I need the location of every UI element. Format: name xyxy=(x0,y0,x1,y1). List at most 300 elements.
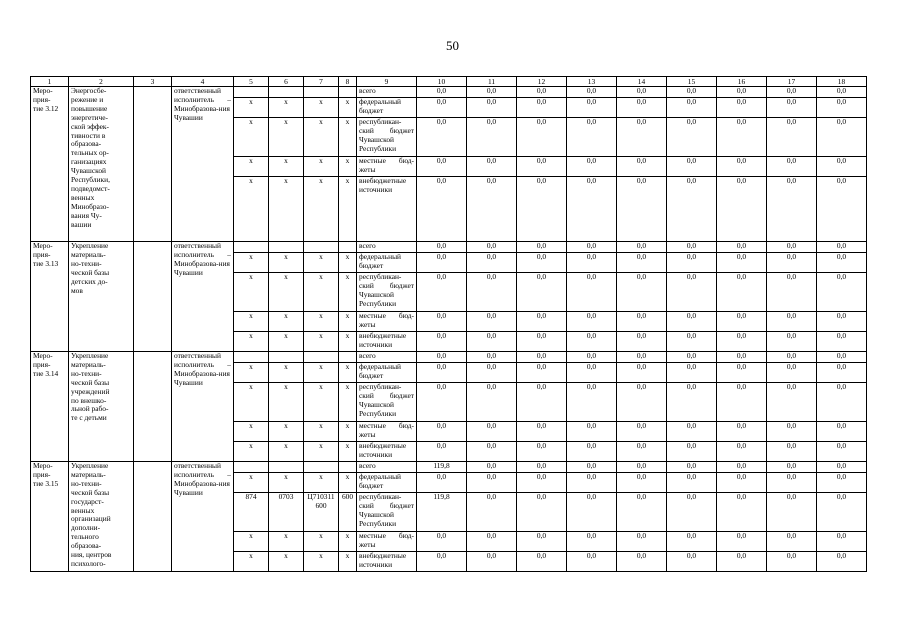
funding-value: 0,0 xyxy=(717,363,767,383)
funding-value: 0,0 xyxy=(417,98,467,118)
funding-value: 0,0 xyxy=(767,177,817,242)
funding-value: 0,0 xyxy=(667,253,717,273)
funding-value: 0,0 xyxy=(567,177,617,242)
budget-code: x xyxy=(269,532,304,552)
measure-executor: ответственный исполнитель – Минобразова-ния Чувашии xyxy=(172,352,234,462)
budget-code xyxy=(269,462,304,473)
funding-value: 0,0 xyxy=(617,552,667,572)
budget-code: x xyxy=(269,177,304,242)
funding-value: 0,0 xyxy=(717,98,767,118)
funding-value: 0,0 xyxy=(467,383,517,422)
column-number: 1 xyxy=(31,77,69,87)
budget-code: x xyxy=(234,532,269,552)
column-number: 12 xyxy=(517,77,567,87)
funding-value: 0,0 xyxy=(667,118,717,157)
funding-value: 0,0 xyxy=(717,242,767,253)
page-number: 50 xyxy=(446,38,459,53)
funding-value: 0,0 xyxy=(417,157,467,177)
funding-value: 0,0 xyxy=(417,552,467,572)
funding-value: 0,0 xyxy=(817,273,867,312)
funding-value: 0,0 xyxy=(767,87,817,98)
measure-executor: ответственный исполнитель – Минобразова-ния Чувашии xyxy=(172,87,234,242)
budget-code: x xyxy=(234,118,269,157)
funding-value: 0,0 xyxy=(667,462,717,473)
funding-value: 0,0 xyxy=(667,363,717,383)
funding-value: 0,0 xyxy=(617,242,667,253)
budget-code xyxy=(234,352,269,363)
funding-value: 0,0 xyxy=(467,253,517,273)
measure-executor: ответственный исполнитель – Минобразова-ния Чувашии xyxy=(172,242,234,352)
funding-value: 0,0 xyxy=(417,273,467,312)
funding-value: 0,0 xyxy=(517,383,567,422)
funding-value: 0,0 xyxy=(467,493,517,532)
budget-code: x xyxy=(269,253,304,273)
funding-value: 0,0 xyxy=(467,462,517,473)
funding-source: местные бюд-жеты xyxy=(357,312,417,332)
table-row xyxy=(31,462,867,473)
column-number: 9 xyxy=(357,77,417,87)
funding-source: внебюджетные источники xyxy=(357,442,417,462)
funding-value: 0,0 xyxy=(767,532,817,552)
measure-id: Меро- прия- тие 3.14 xyxy=(31,352,69,462)
funding-value: 0,0 xyxy=(517,242,567,253)
column-number: 10 xyxy=(417,77,467,87)
funding-value: 0,0 xyxy=(517,552,567,572)
budget-code: x xyxy=(269,473,304,493)
table-row xyxy=(31,242,867,253)
budget-code: x xyxy=(304,312,339,332)
measure-empty-col xyxy=(134,462,172,572)
budget-code: x xyxy=(304,383,339,422)
funding-value: 0,0 xyxy=(717,383,767,422)
column-number: 2 xyxy=(69,77,134,87)
budget-code xyxy=(304,87,339,98)
budget-code: x xyxy=(304,253,339,273)
budget-code: x xyxy=(339,118,357,157)
funding-value: 0,0 xyxy=(567,98,617,118)
funding-value: 0,0 xyxy=(817,462,867,473)
funding-value: 0,0 xyxy=(617,253,667,273)
funding-value: 0,0 xyxy=(567,442,617,462)
measure-empty-col xyxy=(134,242,172,352)
funding-value: 0,0 xyxy=(517,87,567,98)
funding-value: 0,0 xyxy=(667,242,717,253)
funding-value: 0,0 xyxy=(717,253,767,273)
funding-value: 0,0 xyxy=(517,493,567,532)
funding-value: 0,0 xyxy=(667,332,717,352)
measure-empty-col xyxy=(134,87,172,242)
funding-value: 0,0 xyxy=(717,87,767,98)
funding-value: 0,0 xyxy=(417,383,467,422)
measure-id: Меро- прия- тие 3.15 xyxy=(31,462,69,572)
budget-code xyxy=(339,242,357,253)
funding-value: 0,0 xyxy=(817,87,867,98)
budget-code: x xyxy=(234,273,269,312)
budget-code: 874 xyxy=(234,493,269,532)
funding-source: внебюджетные источники xyxy=(357,332,417,352)
funding-value: 0,0 xyxy=(717,273,767,312)
budget-code: x xyxy=(339,363,357,383)
budget-code: x xyxy=(234,312,269,332)
budget-code: x xyxy=(304,552,339,572)
funding-value: 0,0 xyxy=(567,552,617,572)
funding-value: 0,0 xyxy=(517,473,567,493)
funding-value: 0,0 xyxy=(617,363,667,383)
measure-empty-col xyxy=(134,352,172,462)
funding-value: 0,0 xyxy=(617,422,667,442)
funding-source: внебюджетные источники xyxy=(357,552,417,572)
funding-source: всего xyxy=(357,462,417,473)
funding-value: 0,0 xyxy=(467,552,517,572)
budget-code: x xyxy=(234,253,269,273)
budget-code xyxy=(269,242,304,253)
budget-code: x xyxy=(234,552,269,572)
funding-value: 0,0 xyxy=(617,118,667,157)
budget-code xyxy=(269,352,304,363)
budget-code: x xyxy=(269,383,304,422)
column-number: 8 xyxy=(339,77,357,87)
funding-value: 0,0 xyxy=(817,532,867,552)
funding-value: 0,0 xyxy=(817,118,867,157)
funding-source: республикан-ский бюджет Чувашской Республики xyxy=(357,383,417,422)
measure-executor: ответственный исполнитель – Минобразова-ния Чувашии xyxy=(172,462,234,572)
column-number: 7 xyxy=(304,77,339,87)
funding-value: 0,0 xyxy=(417,532,467,552)
budget-code: x xyxy=(304,273,339,312)
budget-code: x xyxy=(269,98,304,118)
column-number: 4 xyxy=(172,77,234,87)
funding-value: 0,0 xyxy=(667,87,717,98)
funding-value: 0,0 xyxy=(667,473,717,493)
funding-value: 0,0 xyxy=(717,422,767,442)
funding-value: 0,0 xyxy=(567,118,617,157)
funding-value: 0,0 xyxy=(567,242,617,253)
budget-code: x xyxy=(304,98,339,118)
funding-value: 0,0 xyxy=(817,242,867,253)
funding-value: 119,8 xyxy=(417,493,467,532)
budget-code: x xyxy=(339,253,357,273)
budget-code: x xyxy=(339,442,357,462)
funding-value: 0,0 xyxy=(517,177,567,242)
funding-value: 0,0 xyxy=(517,312,567,332)
budget-code: x xyxy=(234,177,269,242)
budget-code: x xyxy=(269,273,304,312)
budget-code: x xyxy=(234,422,269,442)
budget-code: x xyxy=(304,442,339,462)
funding-source: федеральный бюджет xyxy=(357,98,417,118)
column-number: 16 xyxy=(717,77,767,87)
budget-code: x xyxy=(269,442,304,462)
funding-value: 0,0 xyxy=(417,352,467,363)
funding-value: 0,0 xyxy=(417,442,467,462)
funding-value: 0,0 xyxy=(467,118,517,157)
funding-value: 0,0 xyxy=(767,493,817,532)
column-number-row xyxy=(31,77,867,87)
funding-value: 0,0 xyxy=(567,462,617,473)
funding-value: 0,0 xyxy=(817,157,867,177)
budget-code: x xyxy=(269,157,304,177)
column-number: 18 xyxy=(817,77,867,87)
funding-value: 0,0 xyxy=(767,312,817,332)
funding-value: 0,0 xyxy=(667,177,717,242)
funding-value: 0,0 xyxy=(817,177,867,242)
funding-value: 0,0 xyxy=(617,442,667,462)
funding-value: 0,0 xyxy=(417,363,467,383)
budget-code xyxy=(339,462,357,473)
table-row xyxy=(31,87,867,98)
budget-code: x xyxy=(339,332,357,352)
budget-code: x xyxy=(339,532,357,552)
funding-value: 0,0 xyxy=(717,442,767,462)
budget-code: x xyxy=(234,473,269,493)
funding-value: 0,0 xyxy=(517,352,567,363)
budget-code xyxy=(234,87,269,98)
budget-code: x xyxy=(234,383,269,422)
funding-value: 0,0 xyxy=(567,352,617,363)
funding-value: 0,0 xyxy=(467,312,517,332)
funding-value: 0,0 xyxy=(467,87,517,98)
funding-source: республикан-ский бюджет Чувашской Республики xyxy=(357,493,417,532)
funding-value: 0,0 xyxy=(617,383,667,422)
funding-value: 0,0 xyxy=(667,532,717,552)
column-number: 5 xyxy=(234,77,269,87)
funding-value: 0,0 xyxy=(417,312,467,332)
funding-value: 0,0 xyxy=(567,493,617,532)
column-number: 11 xyxy=(467,77,517,87)
funding-value: 0,0 xyxy=(817,363,867,383)
funding-value: 0,0 xyxy=(767,273,817,312)
funding-value: 0,0 xyxy=(467,157,517,177)
funding-source: всего xyxy=(357,242,417,253)
funding-value: 0,0 xyxy=(467,352,517,363)
budget-code xyxy=(304,352,339,363)
funding-value: 0,0 xyxy=(717,177,767,242)
budget-code: x xyxy=(269,552,304,572)
funding-value: 0,0 xyxy=(667,352,717,363)
funding-value: 0,0 xyxy=(617,493,667,532)
measure-name: Энергосбе- режение и повышение энергетиче- ской эффек- тивности в образова- тельных ор- ганизациях Чувашской Республики, подведомст- венных Минобразо- вания Чу- вашии xyxy=(69,87,134,242)
funding-value: 0,0 xyxy=(717,312,767,332)
funding-value: 0,0 xyxy=(767,473,817,493)
funding-value: 0,0 xyxy=(617,332,667,352)
funding-value: 0,0 xyxy=(667,552,717,572)
budget-code: x xyxy=(304,473,339,493)
funding-value: 0,0 xyxy=(467,273,517,312)
funding-value: 0,0 xyxy=(567,332,617,352)
funding-value: 0,0 xyxy=(567,473,617,493)
funding-value: 0,0 xyxy=(767,442,817,462)
budget-code: x xyxy=(339,552,357,572)
funding-value: 0,0 xyxy=(717,532,767,552)
column-number: 14 xyxy=(617,77,667,87)
funding-value: 0,0 xyxy=(667,312,717,332)
budget-code: x xyxy=(339,422,357,442)
funding-value: 0,0 xyxy=(467,442,517,462)
budget-code: x xyxy=(339,157,357,177)
budget-code: 600 xyxy=(339,493,357,532)
funding-value: 0,0 xyxy=(717,552,767,572)
funding-value: 0,0 xyxy=(767,157,817,177)
funding-source: республикан-ский бюджет Чувашской Республики xyxy=(357,273,417,312)
column-number: 3 xyxy=(134,77,172,87)
funding-value: 0,0 xyxy=(567,312,617,332)
budget-code: x xyxy=(269,363,304,383)
funding-value: 0,0 xyxy=(717,352,767,363)
funding-value: 0,0 xyxy=(617,532,667,552)
funding-value: 0,0 xyxy=(517,118,567,157)
funding-value: 0,0 xyxy=(617,157,667,177)
funding-source: федеральный бюджет xyxy=(357,363,417,383)
funding-value: 0,0 xyxy=(817,493,867,532)
budget-code: x xyxy=(304,177,339,242)
funding-value: 119,8 xyxy=(417,462,467,473)
funding-value: 0,0 xyxy=(817,422,867,442)
funding-value: 0,0 xyxy=(767,253,817,273)
funding-value: 0,0 xyxy=(517,462,567,473)
budget-code: x xyxy=(234,157,269,177)
funding-value: 0,0 xyxy=(567,363,617,383)
budget-code: x xyxy=(269,422,304,442)
funding-value: 0,0 xyxy=(817,253,867,273)
funding-value: 0,0 xyxy=(567,157,617,177)
column-number: 6 xyxy=(269,77,304,87)
budget-code: x xyxy=(304,157,339,177)
funding-source: внебюджетные источники xyxy=(357,177,417,242)
funding-source: республикан-ский бюджет Чувашской Республики xyxy=(357,118,417,157)
funding-value: 0,0 xyxy=(417,332,467,352)
funding-value: 0,0 xyxy=(667,157,717,177)
funding-value: 0,0 xyxy=(767,552,817,572)
funding-value: 0,0 xyxy=(817,98,867,118)
funding-value: 0,0 xyxy=(467,532,517,552)
funding-value: 0,0 xyxy=(767,332,817,352)
funding-source: местные бюд-жеты xyxy=(357,532,417,552)
funding-value: 0,0 xyxy=(467,177,517,242)
budget-code xyxy=(304,242,339,253)
funding-value: 0,0 xyxy=(817,442,867,462)
budget-code: Ц710311 600 xyxy=(304,493,339,532)
budget-code: x xyxy=(304,532,339,552)
funding-value: 0,0 xyxy=(617,352,667,363)
budget-code xyxy=(339,352,357,363)
budget-code: x xyxy=(304,332,339,352)
funding-value: 0,0 xyxy=(617,312,667,332)
funding-value: 0,0 xyxy=(417,87,467,98)
funding-value: 0,0 xyxy=(717,332,767,352)
funding-value: 0,0 xyxy=(567,422,617,442)
funding-value: 0,0 xyxy=(517,532,567,552)
budget-code: x xyxy=(234,332,269,352)
funding-value: 0,0 xyxy=(517,157,567,177)
funding-value: 0,0 xyxy=(517,253,567,273)
budget-code: x xyxy=(234,98,269,118)
funding-value: 0,0 xyxy=(717,118,767,157)
budget-code: x xyxy=(269,118,304,157)
measure-name: Укрепление материаль- но-техни- ческой базы государст- венных организаций дополни- тельного образова- ния, центров психолого- xyxy=(69,462,134,572)
table-row xyxy=(31,352,867,363)
funding-value: 0,0 xyxy=(417,253,467,273)
budget-code: x xyxy=(339,473,357,493)
funding-value: 0,0 xyxy=(667,273,717,312)
measure-id: Меро- прия- тие 3.13 xyxy=(31,242,69,352)
budget-table xyxy=(30,76,867,572)
funding-value: 0,0 xyxy=(617,462,667,473)
funding-source: всего xyxy=(357,87,417,98)
budget-code xyxy=(339,87,357,98)
funding-value: 0,0 xyxy=(767,98,817,118)
funding-value: 0,0 xyxy=(617,87,667,98)
funding-value: 0,0 xyxy=(767,462,817,473)
budget-code: x xyxy=(339,177,357,242)
budget-code xyxy=(304,462,339,473)
funding-value: 0,0 xyxy=(517,442,567,462)
budget-code: x xyxy=(269,312,304,332)
funding-value: 0,0 xyxy=(667,98,717,118)
column-number: 13 xyxy=(567,77,617,87)
funding-value: 0,0 xyxy=(467,98,517,118)
funding-value: 0,0 xyxy=(417,118,467,157)
funding-value: 0,0 xyxy=(667,383,717,422)
funding-value: 0,0 xyxy=(817,473,867,493)
funding-value: 0,0 xyxy=(517,273,567,312)
budget-code: x xyxy=(339,312,357,332)
funding-value: 0,0 xyxy=(517,363,567,383)
budget-code: x xyxy=(339,383,357,422)
funding-value: 0,0 xyxy=(817,352,867,363)
budget-code: 0703 xyxy=(269,493,304,532)
funding-value: 0,0 xyxy=(417,177,467,242)
funding-value: 0,0 xyxy=(567,253,617,273)
funding-value: 0,0 xyxy=(567,532,617,552)
funding-value: 0,0 xyxy=(767,363,817,383)
funding-value: 0,0 xyxy=(467,422,517,442)
funding-value: 0,0 xyxy=(767,118,817,157)
funding-value: 0,0 xyxy=(817,552,867,572)
funding-value: 0,0 xyxy=(417,473,467,493)
measure-name: Укрепление материаль- но-техни- ческой базы учреждений по внешко- льной рабо- те с детьми xyxy=(69,352,134,462)
funding-value: 0,0 xyxy=(817,332,867,352)
funding-value: 0,0 xyxy=(517,332,567,352)
measure-name: Укрепление материаль- но-техни- ческой базы детских до- мов xyxy=(69,242,134,352)
column-number: 17 xyxy=(767,77,817,87)
funding-value: 0,0 xyxy=(717,462,767,473)
budget-code: x xyxy=(304,363,339,383)
funding-source: всего xyxy=(357,352,417,363)
funding-value: 0,0 xyxy=(817,312,867,332)
funding-value: 0,0 xyxy=(667,442,717,462)
budget-code: x xyxy=(304,422,339,442)
funding-value: 0,0 xyxy=(717,157,767,177)
budget-code: x xyxy=(339,273,357,312)
budget-code xyxy=(234,242,269,253)
funding-value: 0,0 xyxy=(667,493,717,532)
funding-value: 0,0 xyxy=(667,422,717,442)
budget-code xyxy=(269,87,304,98)
funding-source: федеральный бюджет xyxy=(357,473,417,493)
funding-value: 0,0 xyxy=(567,383,617,422)
funding-value: 0,0 xyxy=(767,352,817,363)
budget-code: x xyxy=(234,442,269,462)
funding-value: 0,0 xyxy=(467,363,517,383)
funding-value: 0,0 xyxy=(767,422,817,442)
funding-value: 0,0 xyxy=(417,422,467,442)
funding-source: местные бюд-жеты xyxy=(357,422,417,442)
funding-value: 0,0 xyxy=(567,87,617,98)
funding-value: 0,0 xyxy=(767,383,817,422)
funding-value: 0,0 xyxy=(467,242,517,253)
budget-code xyxy=(234,462,269,473)
funding-value: 0,0 xyxy=(467,473,517,493)
